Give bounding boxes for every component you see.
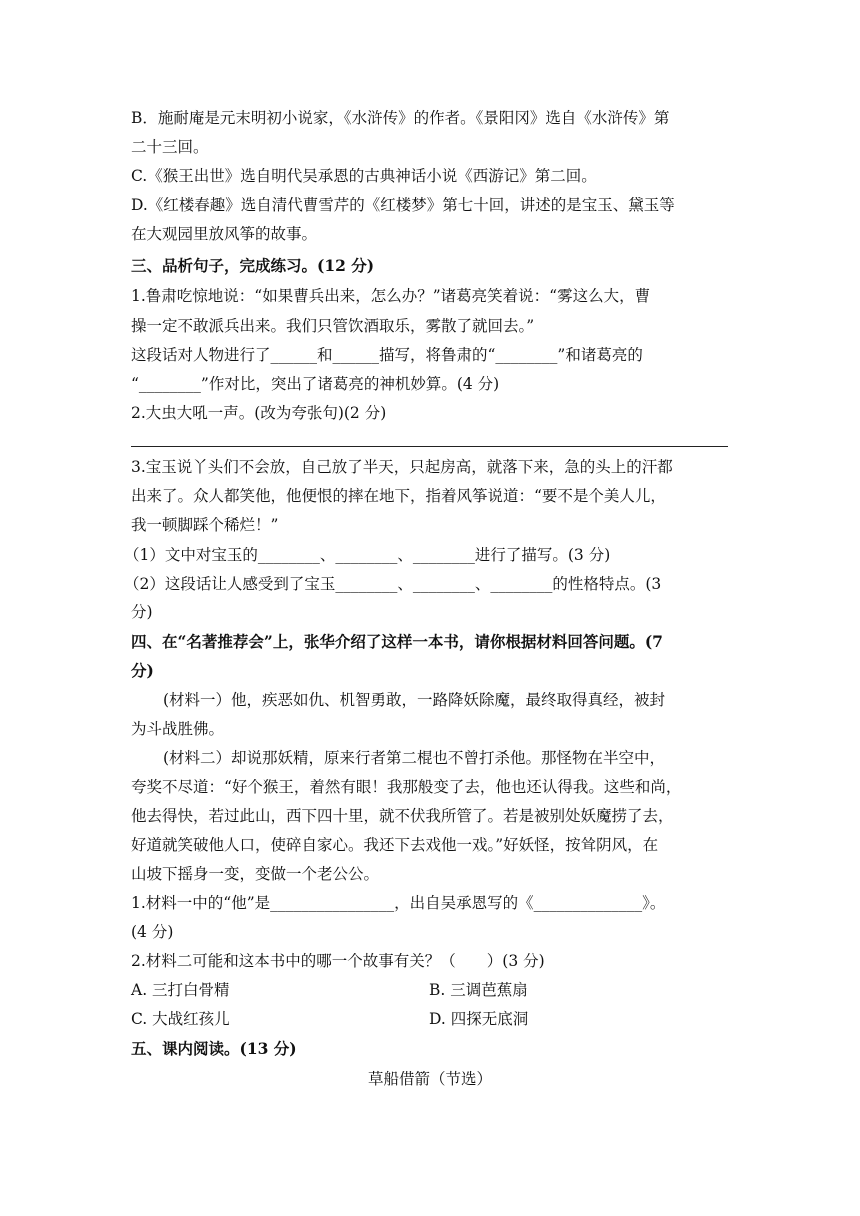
section-4-heading: 四、在“名著推荐会”上，张华介绍了这样一本书，请你根据材料回答问题。(7: [131, 632, 663, 651]
q3-sub2: （2）这段话让人感受到了宝玉________、________、________的性格特点。(3: [124, 575, 662, 593]
q3-passage: 3.宝玉说丫头们不会放，自己放了半天，只起房高，就落下来，急的头上的汗都: [131, 458, 673, 476]
choice-b: B. 三调芭蕉扇: [429, 981, 528, 999]
q1-passage: 1.鲁肃吃惊地说：“如果曹兵出来，怎么办？”诸葛亮笑着说：“雾这么大，曹: [131, 287, 651, 305]
section-5-heading: 五、课内阅读。(13 分): [131, 1039, 297, 1058]
passage-title: 草船借箭（节选）: [367, 1070, 492, 1088]
option-d-text: D.《红楼春趣》选自清代曹雪芹的《红楼梦》第七十回，讲述的是宝玉、黛玉等: [131, 196, 675, 214]
material-2-line3: 他去得快，若过此山，西下四十里，就不伏我所管了。若是被别处妖魔捞了去，: [131, 807, 674, 825]
material-1: (材料一）他，疾恶如仇、机智勇敢，一路降妖除魔，最终取得真经，被封: [163, 691, 666, 709]
section-4-heading-cont: 分): [131, 661, 154, 680]
option-b-text-cont: 二十三回。: [131, 138, 209, 156]
s4-q2: 2.材料二可能和这本书中的哪一个故事有关？（ ）(3 分): [131, 952, 545, 970]
s4-q1: 1.材料一中的“他”是________________，出自吴承恩写的《______________》。: [131, 894, 666, 912]
q1-prompt-cont: “________”作对比，突出了诸葛亮的神机妙算。(4 分): [131, 375, 500, 393]
q3-passage-cont: 出来了。众人都笑他，他便恨的摔在地下，指着风筝说道：“要不是个美人儿，: [131, 487, 666, 505]
q3-passage-end: 我一顿脚踩个稀烂！”: [131, 516, 279, 534]
q3-sub1: （1）文中对宝玉的________、________、________进行了描写。(3 分): [124, 546, 611, 564]
q2-prompt: 2.大虫大吼一声。(改为夸张句)(2 分): [131, 404, 387, 422]
material-2-line2: 夸奖不尽道：“好个猴王，着然有眼！我那般变了去，他也还认得我。这些和尚，: [131, 778, 682, 796]
material-2-line5: 山坡下摇身一变，变做一个老公公。: [131, 865, 380, 883]
s4-q1-cont: (4 分): [131, 923, 174, 941]
option-d-text-cont: 在大观园里放风筝的故事。: [131, 225, 318, 243]
q3-sub2-cont: 分): [131, 603, 153, 621]
choice-d: D. 四探无底洞: [429, 1010, 529, 1028]
option-c-text: C.《猴王出世》选自明代吴承恩的古典神话小说《西游记》第二回。: [131, 167, 597, 185]
q1-passage-cont: 操一定不敢派兵出来。我们只管饮酒取乐，雾散了就回去。”: [131, 317, 535, 335]
choice-a: A. 三打白骨精: [131, 981, 230, 999]
section-3-heading: 三、品析句子，完成练习。(12 分): [131, 256, 375, 275]
answer-line: [131, 446, 728, 447]
material-1-cont: 为斗战胜佛。: [131, 720, 225, 738]
q1-prompt: 这段话对人物进行了______和______描写，将鲁肃的“________”和诸葛亮的: [131, 346, 643, 364]
choice-c: C. 大战红孩儿: [131, 1010, 230, 1028]
option-b-text: B．施耐庵是元末明初小说家，《水浒传》的作者。《景阳冈》选自《水浒传》第: [131, 109, 670, 127]
material-2-line4: 好道就笑破他人口，使碎自家心。我还下去戏他一戏。”好妖怪，按耸阴风，在: [131, 836, 659, 854]
material-2: (材料二）却说那妖精，原来行者第二棍也不曾打杀他。那怪物在半空中，: [163, 749, 666, 767]
